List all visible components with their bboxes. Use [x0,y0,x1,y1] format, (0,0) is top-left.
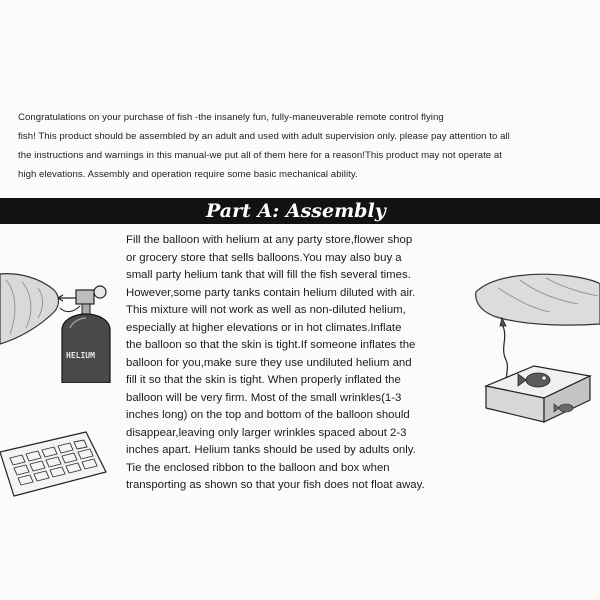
instruction-line: This mixture will not work as well as non-diluted helium, [126,304,406,316]
intro-line: fish! This product should be assembled by an adult and used with adult supervision only. please pay attention to all [18,131,510,142]
intro-paragraph [18,108,588,184]
parts-card-illustration [0,428,110,498]
instruction-line: inches long) on the top and bottom of the balloon should [126,409,410,421]
instruction-line: small party helium tank that will fill the fish several times. [126,269,411,281]
instruction-line: However,some party tanks contain helium diluted with air. [126,286,416,299]
assembly-instructions [126,232,486,495]
instruction-line: the balloon so that the skin is tight.If someone inflates the [126,339,416,351]
instruction-line: Fill the balloon with helium at any party store,flower shop [126,234,413,246]
instruction-line: balloon will be very firm. Most of the small wrinkles(1-3 [126,391,402,404]
instruction-line: Tie the enclosed ribbon to the balloon and box when [126,461,390,474]
tank-label: HELIUM [66,351,95,360]
intro-line: the instructions and warnings in this manual-we put all of them here for a reason!This product may not operate at [18,150,502,161]
balloon-box-illustration [470,268,600,428]
intro-line: high elevations. Assembly and operation require some basic mechanical ability. [18,169,358,180]
instruction-line: inches apart. Helium tanks should be used by adults only. [126,444,416,456]
instruction-line: balloon for you,make sure they use undiluted helium and [126,356,412,369]
instruction-line: fill it so that the skin is tight. When properly inflated the [126,374,401,386]
instruction-line: especially at higher elevations or in hot climates.Inflate [126,321,402,334]
section-title: Part A: Assembly [206,200,386,222]
instruction-line: or grocery store that sells balloons.You may also buy a [126,251,402,264]
helium-tank-illustration [0,268,124,383]
intro-line: Congratulations on your purchase of fish -the insanely fun, fully-maneuverable remote control flying [18,112,444,123]
instruction-line: transporting as shown so that your fish does not float away. [126,479,425,491]
instruction-line: disappear,leaving only larger wrinkles spaced about 2-3 [126,426,407,439]
section-banner [0,198,600,224]
